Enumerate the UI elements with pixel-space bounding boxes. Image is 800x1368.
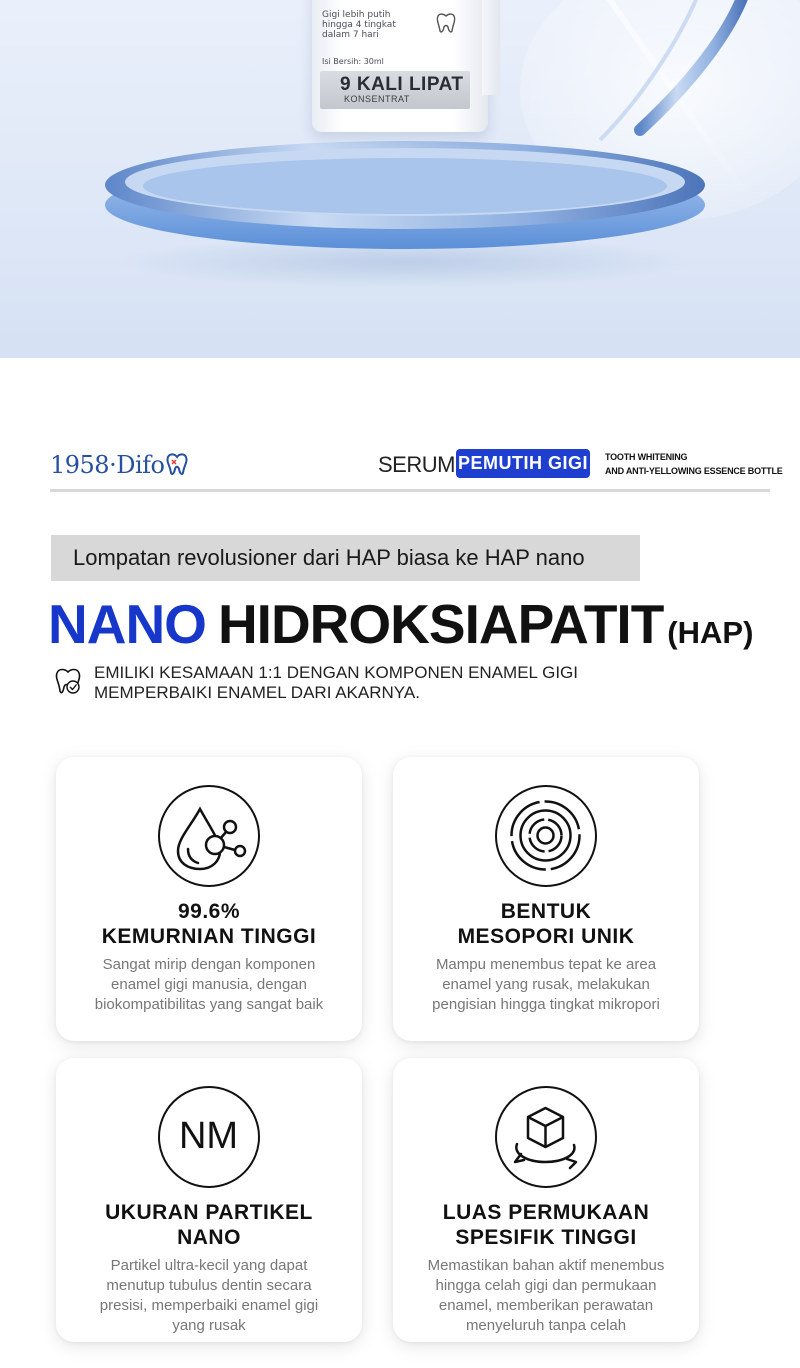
hero-banner	[0, 0, 800, 358]
title-hap: (HAP)	[667, 615, 754, 650]
card-heading: LUAS PERMUKAAN	[442, 1201, 650, 1224]
droplet-molecule-icon	[158, 785, 260, 887]
tooth-icon	[434, 12, 458, 34]
concentrate-badge	[320, 71, 470, 109]
tagline-line-1: TOOTH WHITENING	[605, 452, 688, 462]
card-body-line: biokompatibilitas yang sangat baik	[94, 996, 324, 1013]
description-line-2: MEMPERBAIKI ENAMEL DARI AKARNYA.	[94, 683, 420, 702]
card-body-line: enamel gigi manusia, dengan	[111, 976, 307, 993]
card-heading: MESOPORI UNIK	[457, 925, 635, 948]
tooth-shield-icon	[52, 665, 84, 697]
serum-label: SERUM	[378, 452, 455, 477]
description-line-1: EMILIKI KESAMAAN 1:1 DENGAN KOMPONEN ENAMEL GIGI	[94, 663, 578, 682]
card-body-line: Mampu menembus tepat ke area	[435, 956, 657, 973]
card-heading: BENTUK	[500, 900, 592, 923]
header-divider	[50, 489, 770, 492]
card-body-line: enamel yang rusak, melakukan	[442, 976, 650, 993]
target-rings-icon	[495, 785, 597, 887]
feature-card-purity	[56, 757, 362, 1041]
nm-icon-label: NM	[178, 1115, 239, 1157]
card-body-line: menutup tubulus dentin secara	[106, 1277, 312, 1294]
rotating-cube-icon	[495, 1086, 597, 1188]
card-body-line: Sangat mirip dengan komponen	[102, 956, 316, 973]
card-body-line: Partikel ultra-kecil yang dapat	[110, 1257, 308, 1274]
badge-sub-text: KONSENTRAT	[344, 94, 410, 104]
card-heading: 99.6%	[177, 900, 241, 923]
badge-main-text: 9 KALI LIPAT	[340, 74, 464, 95]
bottle-text-line: Gigi lebih putih	[322, 10, 391, 20]
title-hidroksiapatit: HIDROKSIAPATIT	[217, 593, 664, 655]
description	[94, 663, 578, 703]
card-heading: NANO	[177, 1226, 241, 1249]
nm-text-icon	[158, 1086, 260, 1188]
tooth-logo-icon	[164, 451, 190, 477]
title-nano: NANO	[48, 593, 206, 655]
card-heading: UKURAN PARTIKEL	[105, 1201, 313, 1224]
product-bottle	[312, 0, 488, 132]
subtitle-band: Lompatan revolusioner dari HAP biasa ke HAP nano	[51, 535, 640, 581]
card-body-line: hingga celah gigi dan permukaan	[435, 1277, 657, 1294]
card-body-line: presisi, memperbaiki enamel gigi	[99, 1297, 319, 1314]
feature-card-mesopore	[393, 757, 699, 1041]
tagline-line-2: AND ANTI-YELLOWING ESSENCE BOTTLE	[605, 466, 783, 476]
brand-logo-text: 1958·Difo	[50, 451, 165, 479]
bottle-side	[482, 0, 500, 95]
bottle-text-line: hingga 4 tingkat	[322, 20, 396, 30]
card-body-line: menyeluruh tanpa celah	[465, 1317, 627, 1334]
card-heading: SPESIFIK TINGGI	[455, 1226, 637, 1249]
card-body-line: yang rusak	[172, 1317, 246, 1334]
card-heading: KEMURNIAN TINGGI	[101, 925, 317, 948]
pemutih-gigi-pill: PEMUTIH GIGI	[456, 449, 590, 478]
card-body-line: enamel, memberikan perawatan	[438, 1297, 654, 1314]
feature-card-surface-area	[393, 1058, 699, 1342]
bottle-volume: Isi Bersih: 30ml	[322, 57, 384, 66]
main-title	[48, 592, 753, 656]
card-body-line: Memastikan bahan aktif menembus	[427, 1257, 665, 1274]
feature-card-nano-size	[56, 1058, 362, 1342]
bottle-text-line: dalam 7 hari	[322, 30, 379, 40]
card-body-line: pengisian hingga tingkat mikropori	[432, 996, 660, 1013]
